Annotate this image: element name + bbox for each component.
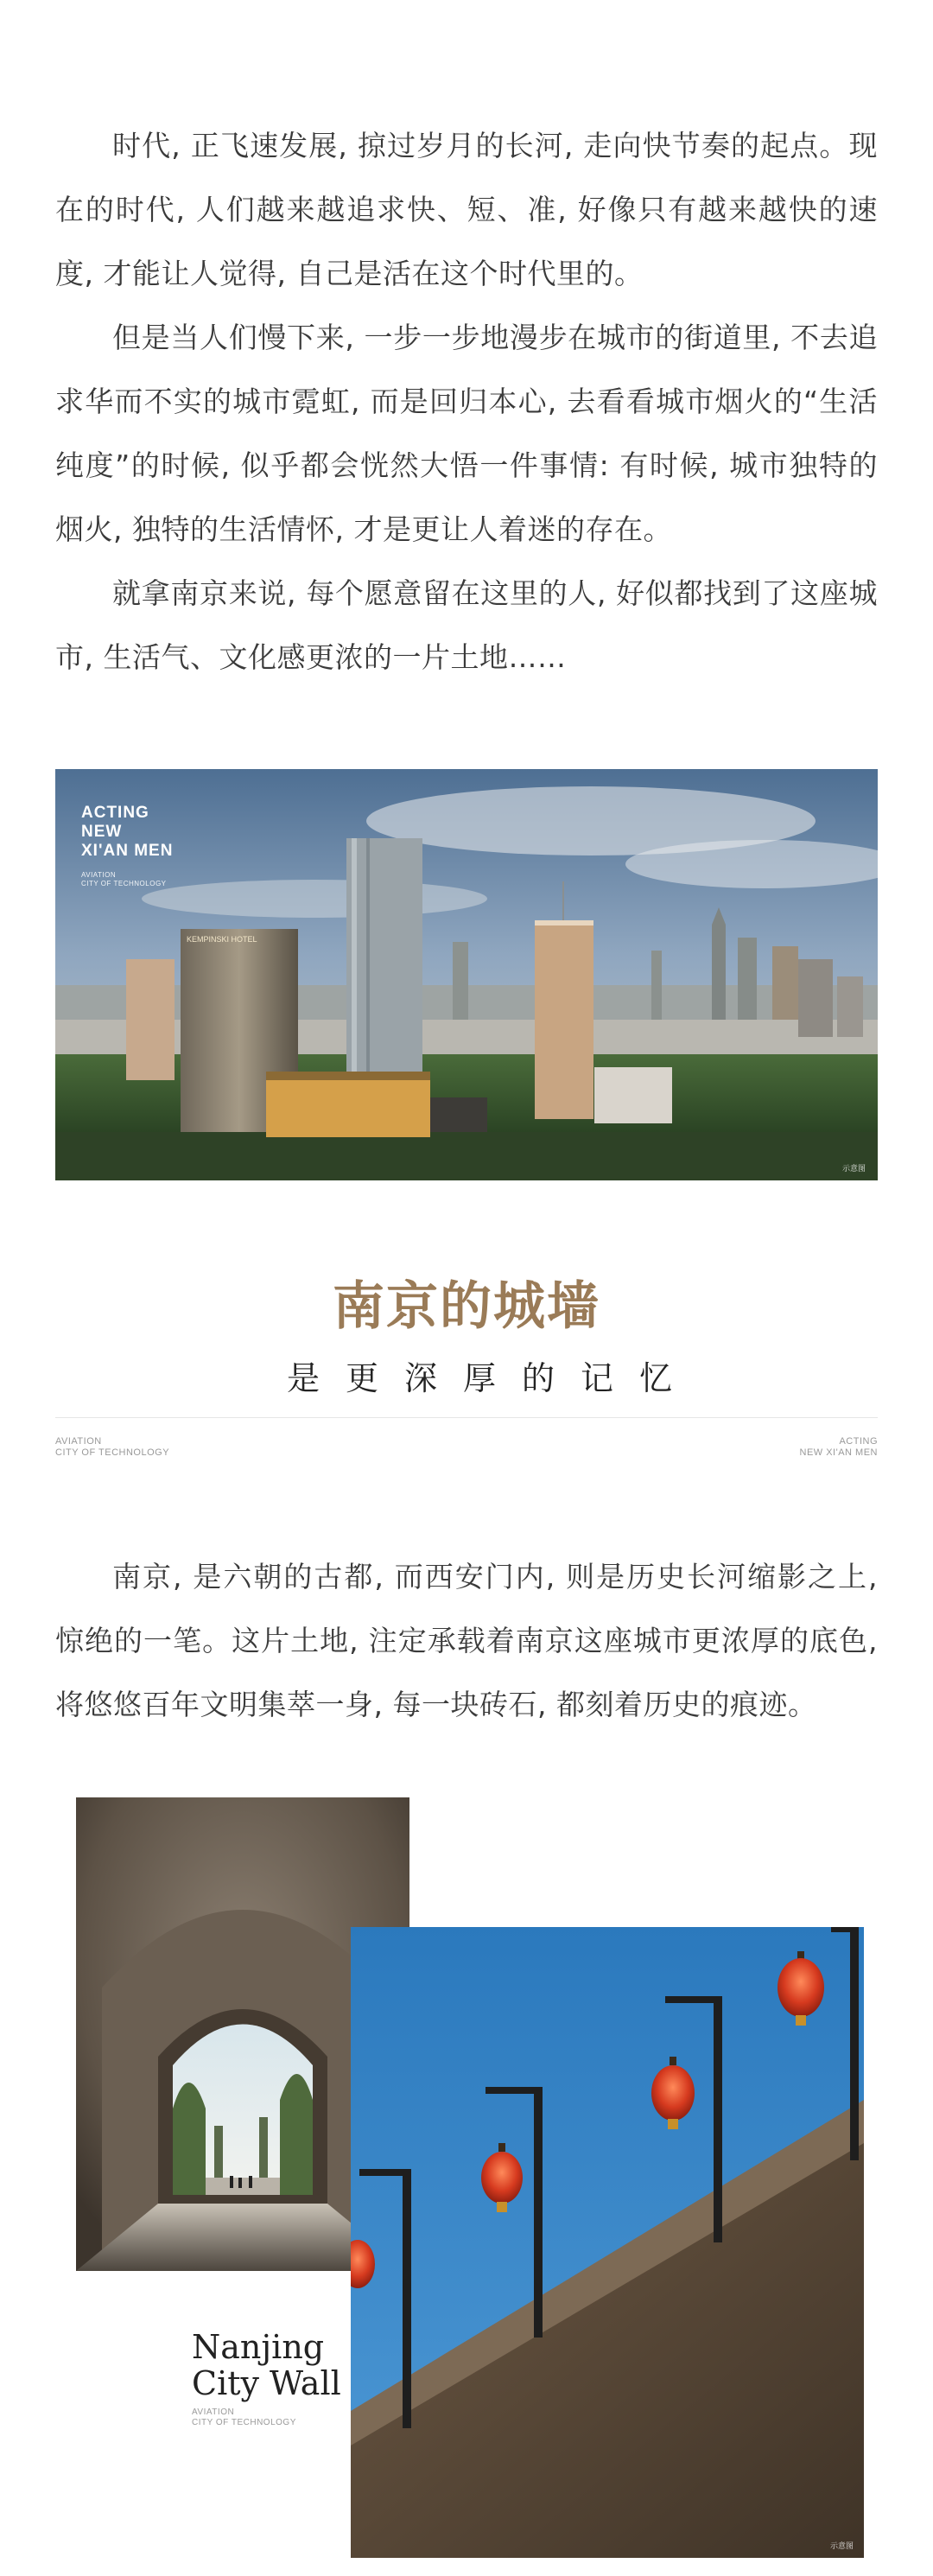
city-wall-tag-line-2: CITY OF TECHNOLOGY [192,2418,296,2427]
city-wall-title-line-2: City Wall [192,2364,341,2402]
skyline-brand-overlay [81,804,173,888]
section-left-tag [55,1436,169,1458]
lantern-credit: 示意图 [829,2542,854,2551]
city-wall-tag-line-1: AVIATION [192,2407,235,2417]
skyline-brand-line-3: XI'AN MEN [81,842,174,860]
intro-paragraph-2: 但是当人们慢下来, 一步一步地漫步在城市的街道里, 不去追求华而不实的城市霓虹, 而是回归本心, 去看看城市烟火的“生活纯度”的时候, 似乎都会恍然大悟一件事情: 有时候, 城市独特的烟火, 独特的生活情怀, 才是更让人着迷的存在。 [55,321,878,546]
intro-text [55,114,878,690]
lantern-wall-photo [351,1927,864,2558]
lantern-wall-illustration [351,1927,864,2558]
hotel-sign: KEMPINSKI HOTEL [187,935,257,944]
city-wall-tag [192,2407,296,2428]
skyline-sub-line-2: CITY OF TECHNOLOGY [81,880,167,887]
skyline-photo [55,769,878,1180]
section-right-tag [800,1436,879,1458]
section-right-tag-line-1: ACTING [839,1436,878,1447]
body-paragraph: 南京, 是六朝的古都, 而西安门内, 则是历史长河缩影之上, 惊绝的一笔。这片土地, 注定承载着南京这座城市更浓厚的底色, 将悠悠百年文明集萃一身, 每一块砖石, 都刻着历史的痕迹。 [55,1560,878,1721]
skyline-brand-line-1: ACTING [81,804,149,822]
skyline-sub-line-1: AVIATION [81,871,117,879]
body-text [55,1545,878,1737]
section-left-tag-line-2: CITY OF TECHNOLOGY [55,1447,170,1458]
section-divider [55,1417,878,1418]
skyline-credit: 示意图 [841,1165,866,1174]
skyline-brand-line-2: NEW [81,823,123,841]
city-wall-title-line-1: Nanjing [192,2328,325,2366]
section-left-tag-line-1: AVIATION [55,1436,102,1447]
section-subtitle: 是更深厚的记忆 [286,1359,698,1397]
intro-paragraph-3: 就拿南京来说, 每个愿意留在这里的人, 好似都找到了这座城市, 生活气、文化感更浓的一片土地…… [55,576,878,674]
intro-paragraph-1: 时代, 正飞速发展, 掠过岁月的长河, 走向快节奏的起点。现在的时代, 人们越来越追求快、短、准, 好像只有越来越快的速度, 才能让人觉得, 自己是活在这个时代里的。 [55,129,878,290]
city-wall-title [192,2329,341,2401]
skyline-illustration [55,769,878,1180]
section-right-tag-line-2: NEW XI'AN MEN [799,1447,878,1458]
section-title: 南京的城墙 [333,1276,600,1337]
